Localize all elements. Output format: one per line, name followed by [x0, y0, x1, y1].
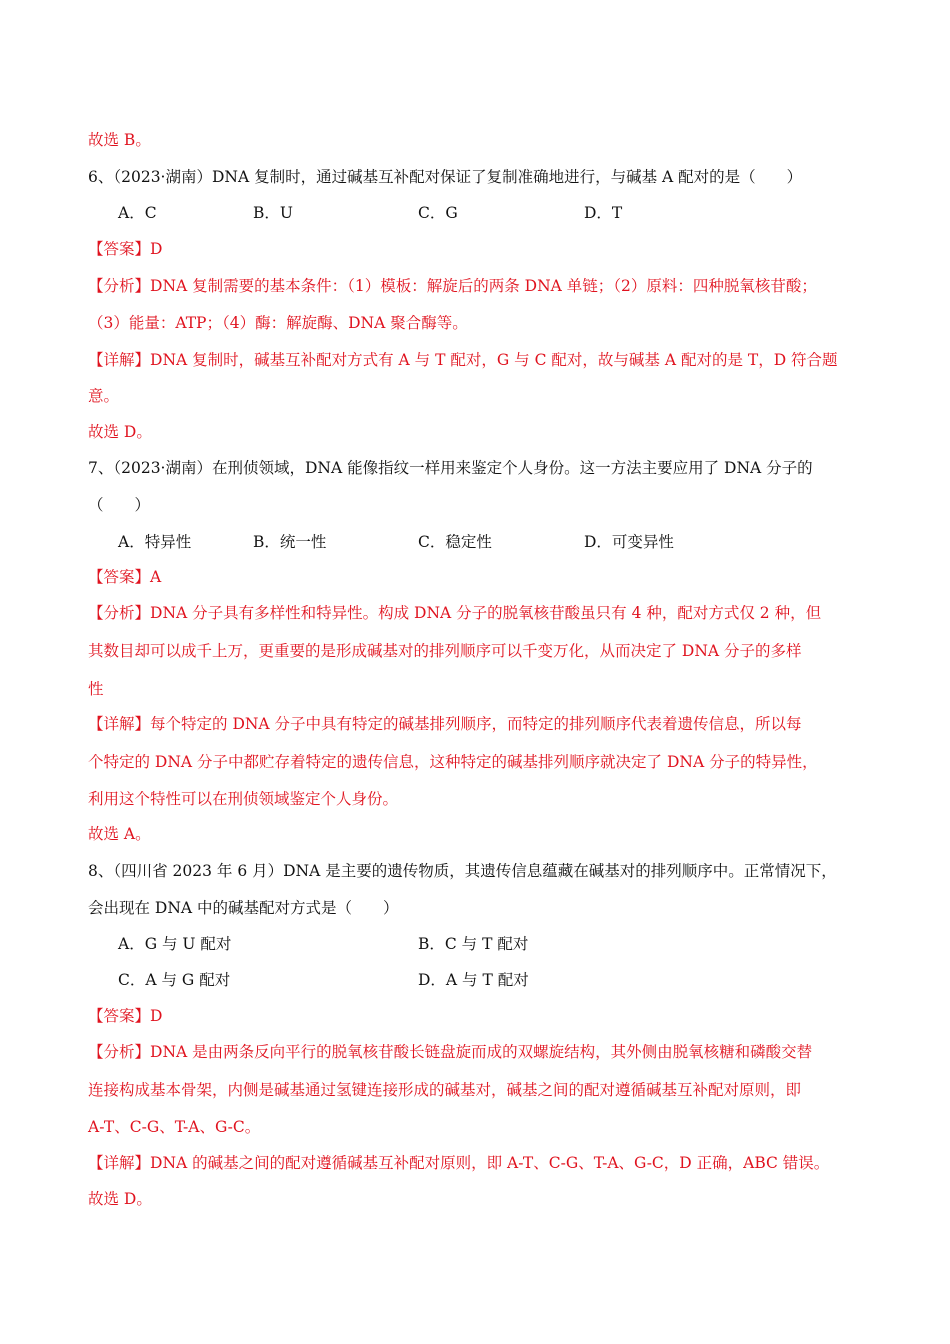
- q7-conclusion: 故选 A。: [88, 825, 151, 843]
- detail-tag: 【详解】: [88, 715, 151, 733]
- q8-option-b: B．C 与 T 配对: [418, 935, 529, 953]
- detail-tag: 【详解】: [88, 1154, 151, 1172]
- q7-detail-line-3: 利用这个特性可以在刑侦领域鉴定个人身份。: [88, 790, 399, 808]
- analysis-text: DNA 是由两条反向平行的脱氧核苷酸长链盘旋而成的双螺旋结构，其外侧由脱氧核糖和磷酸交替: [150, 1043, 813, 1061]
- q7-detail-line-1: [88, 714, 802, 734]
- answer-tag: 【答案】: [88, 240, 151, 258]
- detail-tag: 【详解】: [88, 351, 151, 369]
- q6-option-a: A．C: [118, 204, 157, 222]
- q8-analysis-line-1: [88, 1042, 812, 1062]
- q8-detail-line-1: [88, 1153, 829, 1173]
- analysis-tag: 【分析】: [88, 604, 151, 622]
- answer-value: D: [150, 1007, 163, 1025]
- analysis-text: DNA 分子具有多样性和特异性。构成 DNA 分子的脱氧核苷酸虽只有 4 种，配对方式仅 2 种，但: [150, 604, 822, 622]
- q6-option-d: D．T: [584, 204, 623, 222]
- answer-value: D: [150, 240, 163, 258]
- detail-text: 每个特定的 DNA 分子中具有特定的碱基排列顺序，而特定的排列顺序代表着遗传信息，所以每: [150, 715, 802, 733]
- q7-stem-line-1: 7、（2023·湖南）在刑侦领域，DNA 能像指纹一样用来鉴定个人身份。这一方法主要应用了 DNA 分子的: [88, 459, 813, 477]
- q6-conclusion: 故选 D。: [88, 423, 152, 441]
- q7-option-d: D．可变异性: [584, 533, 674, 551]
- q8-stem-line-2: 会出现在 DNA 中的碱基配对方式是（ ）: [88, 899, 399, 917]
- q7-detail-line-2: 个特定的 DNA 分子中都贮存着特定的遗传信息，这种特定的碱基排列顺序就决定了 DNA 分子的特异性，: [88, 753, 818, 771]
- detail-text: DNA 复制时，碱基互补配对方式有 A 与 T 配对，G 与 C 配对，故与碱基 A 配对的是 T，D 符合题: [150, 351, 838, 369]
- q8-stem-line-1: 8、（四川省 2023 年 6 月）DNA 是主要的遗传物质，其遗传信息蕴藏在碱基对的排列顺序中。正常情况下，: [88, 862, 837, 880]
- q6-analysis-line-2: （3）能量：ATP；（4）酶：解旋酶、DNA 聚合酶等。: [88, 314, 468, 332]
- q6-option-b: B．U: [253, 204, 293, 222]
- answer-tag: 【答案】: [88, 1007, 151, 1025]
- answer-value: A: [150, 568, 162, 586]
- q6-detail-line-2: 意。: [88, 387, 120, 405]
- q7-analysis-line-2: 其数目却可以成千上万，更重要的是形成碱基对的排列顺序可以千变万化，从而决定了 DNA 分子的多样: [88, 642, 802, 660]
- q6-analysis-line-1: [88, 276, 817, 296]
- q7-option-c: C．稳定性: [418, 533, 492, 551]
- q8-analysis-line-3: A-T、C-G、T-A、G-C。: [88, 1118, 261, 1136]
- detail-text: DNA 的碱基之间的配对遵循碱基互补配对原则，即 A-T、C-G、T-A、G-C，D 正确，ABC 错误。: [150, 1154, 830, 1172]
- q8-option-c: C．A 与 G 配对: [118, 971, 231, 989]
- q6-stem: 6、（2023·湖南）DNA 复制时，通过碱基互补配对保证了复制准确地进行，与碱基 A 配对的是（ ）: [88, 168, 803, 186]
- q8-answer: [88, 1006, 162, 1026]
- q6-answer: [88, 239, 162, 259]
- q7-analysis-line-3: 性: [88, 680, 104, 698]
- q8-option-d: D．A 与 T 配对: [418, 971, 529, 989]
- analysis-tag: 【分析】: [88, 1043, 151, 1061]
- prev-conclusion: 故选 B。: [88, 131, 151, 149]
- q7-option-a: A．特异性: [118, 533, 192, 551]
- q8-analysis-line-2: 连接构成基本骨架，内侧是碱基通过氢键连接形成的碱基对，碱基之间的配对遵循碱基互补配对原则，即: [88, 1081, 802, 1099]
- q8-conclusion: 故选 D。: [88, 1190, 152, 1208]
- answer-tag: 【答案】: [88, 568, 151, 586]
- q7-answer: [88, 567, 161, 587]
- q6-option-c: C．G: [418, 204, 458, 222]
- analysis-tag: 【分析】: [88, 277, 151, 295]
- q7-stem-line-2: （ ）: [88, 496, 151, 514]
- analysis-text: DNA 复制需要的基本条件：（1）模板：解旋后的两条 DNA 单链；（2）原料：四种脱氧核苷酸；: [150, 277, 817, 295]
- q7-option-b: B．统一性: [253, 533, 327, 551]
- q6-detail-line-1: [88, 350, 838, 370]
- q8-option-a: A．G 与 U 配对: [118, 935, 232, 953]
- q7-analysis-line-1: [88, 603, 821, 623]
